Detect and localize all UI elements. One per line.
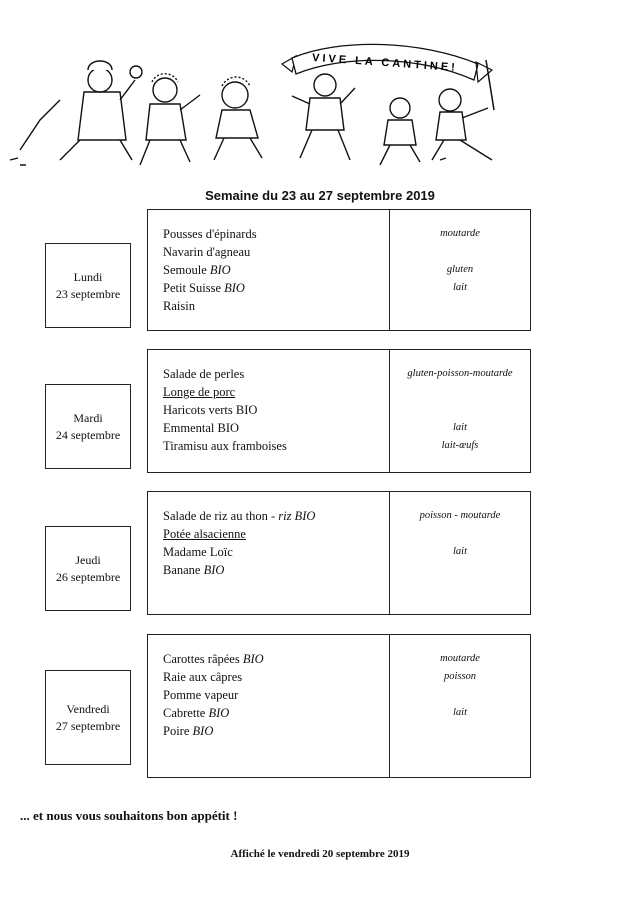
week-title: Semaine du 23 au 27 septembre 2019 [205, 188, 435, 203]
menu-item: Tiramisu aux framboises [163, 439, 287, 453]
allergen: poisson - moutarde [419, 510, 501, 521]
day-date: 26 septembre [55, 569, 121, 584]
menu-item: Carottes râpées BIO [163, 652, 264, 666]
allergen: gluten [446, 264, 474, 275]
allergen [390, 383, 530, 401]
menu-box-monday [147, 209, 531, 331]
menu-item: Haricots verts BIO [163, 403, 258, 417]
menu-box-tuesday [147, 349, 531, 473]
allergen [390, 297, 530, 315]
bio-label: BIO [242, 652, 264, 666]
menu-item: Emmental BIO [163, 421, 240, 435]
menu-item: Salade de riz au thon - riz BIO [163, 509, 316, 523]
day-name: Mardi [73, 410, 103, 425]
allergen: lait [452, 707, 467, 718]
bio-label: BIO [209, 263, 231, 277]
allergen: lait [452, 546, 467, 557]
menu-item: Pousses d'épinards [163, 227, 257, 241]
allergen: lait [452, 282, 467, 293]
allergen-list [390, 507, 530, 579]
menu-items [163, 650, 264, 740]
menu-items [163, 225, 257, 315]
allergen [390, 561, 530, 579]
bio-label: BIO [192, 724, 214, 738]
menu-item: Potée alsacienne [163, 527, 246, 541]
day-box-monday [45, 243, 131, 328]
allergen: poisson [443, 671, 477, 682]
menu-item: Raisin [163, 299, 195, 313]
menu-item: Navarin d'agneau [163, 245, 251, 259]
menu-item: Semoule BIO [163, 263, 231, 277]
allergen-list [390, 650, 530, 740]
allergen [390, 722, 530, 740]
closing-message: ... et nous vous souhaitons bon appétit ! [20, 808, 238, 823]
allergen: moutarde [440, 653, 480, 664]
menu-box-friday [147, 634, 531, 778]
bio-label: riz BIO [278, 509, 316, 523]
menu-item: Raie aux câpres [163, 670, 243, 684]
cantine-banner-illustration [0, 0, 640, 180]
menu-item: Poire BIO [163, 724, 214, 738]
day-date: 27 septembre [55, 718, 121, 733]
posted-date: Affiché le vendredi 20 septembre 2019 [230, 848, 410, 860]
allergen: lait-œufs [441, 440, 479, 451]
day-box-tuesday [45, 384, 131, 469]
allergen: gluten-poisson-moutarde [407, 368, 513, 379]
banner-text: VIVE LA CANTINE! [311, 51, 459, 75]
menu-box-thursday [147, 491, 531, 615]
allergen: lait [452, 422, 467, 433]
menu-items [163, 365, 287, 455]
menu-item: Banane BIO [163, 563, 225, 577]
menu-item: Salade de perles [163, 367, 245, 381]
allergen-list [390, 225, 530, 315]
allergen [390, 401, 530, 419]
day-box-thursday [45, 526, 131, 611]
day-name: Jeudi [75, 552, 101, 567]
day-name: Lundi [73, 269, 103, 284]
menu-items [163, 507, 315, 579]
menu-item: Cabrette BIO [163, 706, 230, 720]
allergen [390, 243, 530, 261]
bio-label: BIO [208, 706, 230, 720]
menu-item: Longe de porc [163, 385, 236, 399]
allergen [390, 525, 530, 543]
menu-item: Petit Suisse BIO [163, 281, 245, 295]
day-name: Vendredi [66, 701, 110, 716]
day-box-friday [45, 670, 131, 765]
allergen [390, 686, 530, 704]
bio-label: BIO [203, 563, 225, 577]
bio-label: BIO [224, 281, 245, 295]
day-date: 24 septembre [55, 427, 121, 442]
menu-item: Pomme vapeur [163, 688, 239, 702]
menu-item: Madame Loïc [163, 545, 233, 559]
allergen: moutarde [440, 228, 480, 239]
day-date: 23 septembre [55, 286, 121, 301]
allergen-list [390, 365, 530, 455]
